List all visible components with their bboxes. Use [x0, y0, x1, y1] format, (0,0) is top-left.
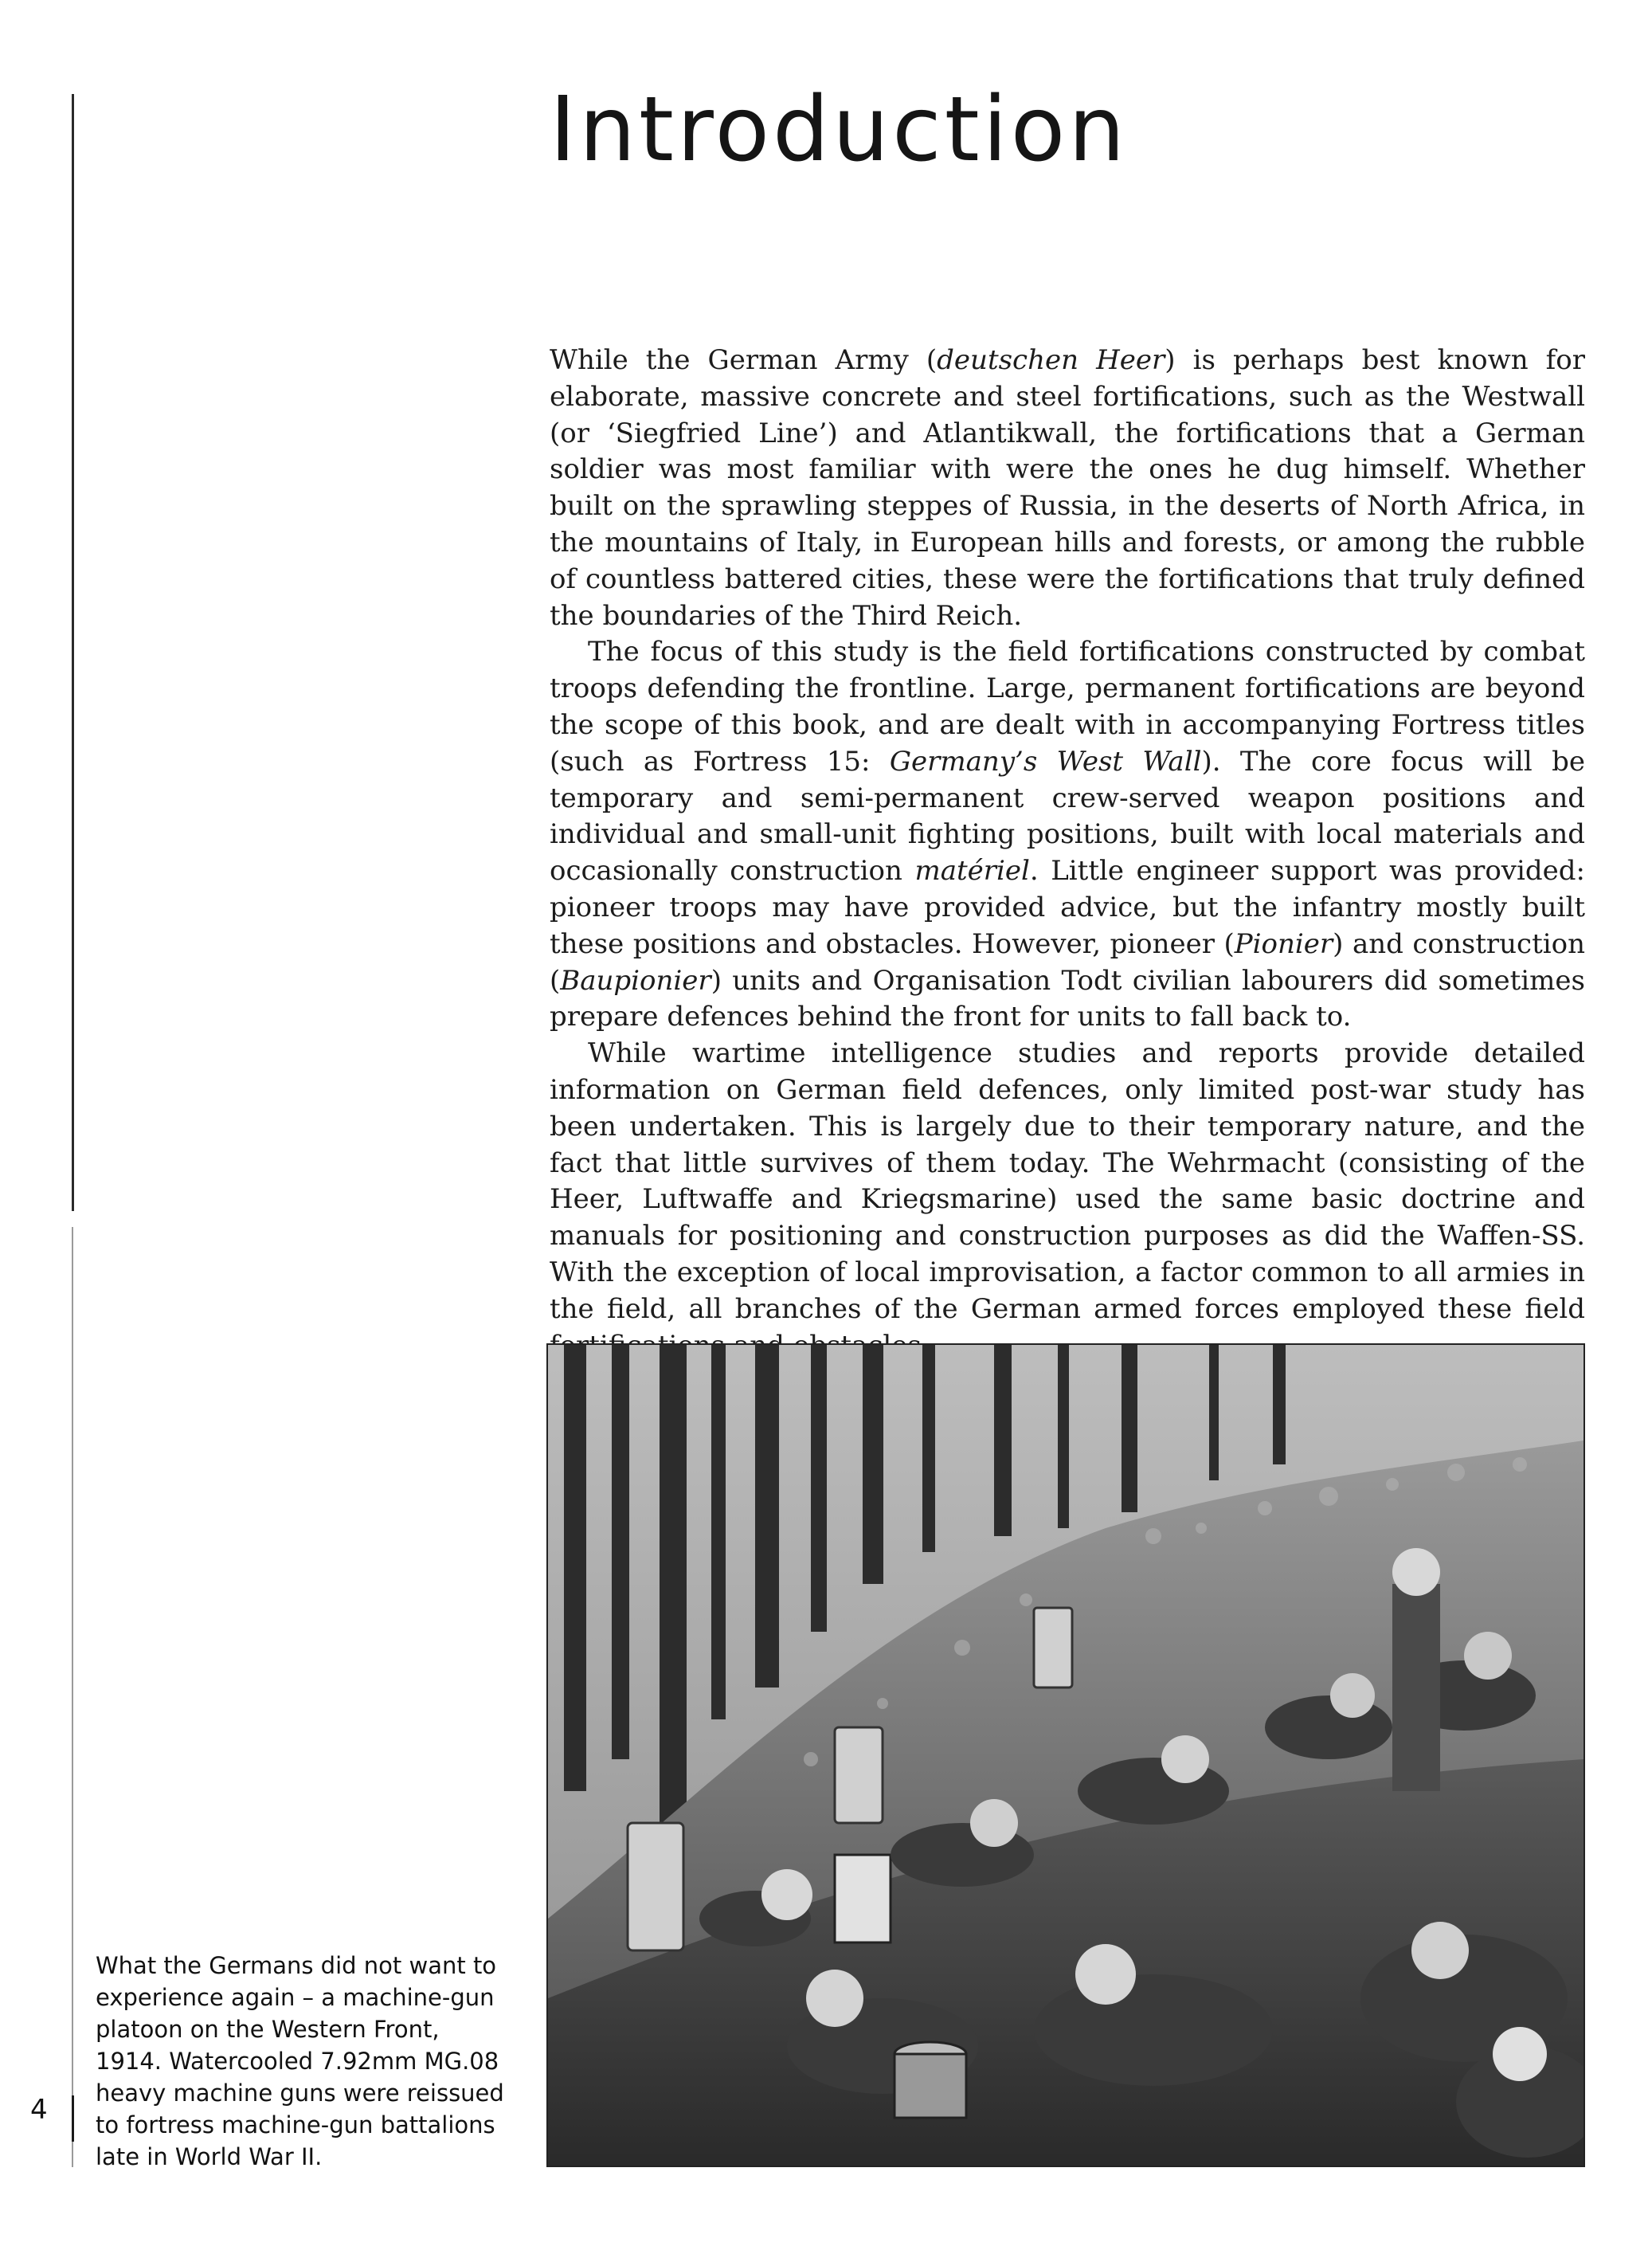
caption-line: What the Germans did not want to	[96, 1952, 497, 1979]
caption-line: to fortress machine-gun battalions	[96, 2111, 495, 2138]
paragraph-2: The focus of this study is the field fortifications constructed by combat troops defending the frontline. Large, permanent fortifications are beyond the scope of this book, and are dealt with in accompanying Fortress titles (such as Fortress 15: Germany’s West Wall). The core focus will be temporary and semi-permanent crew-served weapon positions and individual and small-unit fighting positions, built with local materials and occasionally construction matériel. Little engineer support was provided: pioneer troops may have provided advice, but the infantry mostly built these positions and obstacles. However, pioneer (Pionier) and construction (Baupionier) units and Organisation Todt civilian labourers did sometimes prepare defences behind the front for units to fall back to.	[550, 636, 1586, 1033]
caption-line: late in World War II.	[96, 2143, 323, 2170]
paragraph-1: While the German Army (deutschen Heer) is perhaps best known for elaborate, massive concrete and steel fortifications, such as the Westwall (or ‘Siegfried Line’) and Atlantikwall, the fortifications that a German soldier was most familiar with were the ones he dug himself. Whether built on the sprawling steppes of Russia, in the deserts of North Africa, in the mountains of Italy, in European hills and forests, or among the rubble of countless battered cities, these were the fortifications that truly defined the boundaries of the Third Reich.	[550, 344, 1585, 632]
caption-line: heavy machine guns were reissued	[96, 2080, 504, 2107]
caption-line: 1914. Watercooled 7.92mm MG.08	[96, 2048, 499, 2075]
caption-line: platoon on the Western Front,	[96, 2016, 440, 2043]
margin-rule-lower	[72, 1227, 73, 2167]
historical-photo	[546, 1343, 1585, 2167]
page-number-rule	[72, 2095, 74, 2142]
paragraph-3: While wartime intelligence studies and reports provide detailed information on German field defences, only limited post-war study has been undertaken. This is largely due to their temporary nature, and the fact that little survives of them today. The Wehrmacht (consisting of the Heer, Luftwaffe and Kriegsmarine) used the same basic doctrine and manuals for positioning and construction purposes as did the Waffen-SS. With the exception of local improvisation, a factor common to all armies in the field, all branches of the German armed forces employed these field	[550, 1037, 1585, 1325]
page-number: 4	[30, 2094, 48, 2126]
body-text	[550, 343, 1585, 1364]
page-title: Introduction	[550, 78, 1129, 182]
caption-line: experience again – a machine-gun	[96, 1984, 495, 2011]
photo-caption	[96, 1950, 504, 2173]
margin-rule	[72, 94, 74, 1211]
